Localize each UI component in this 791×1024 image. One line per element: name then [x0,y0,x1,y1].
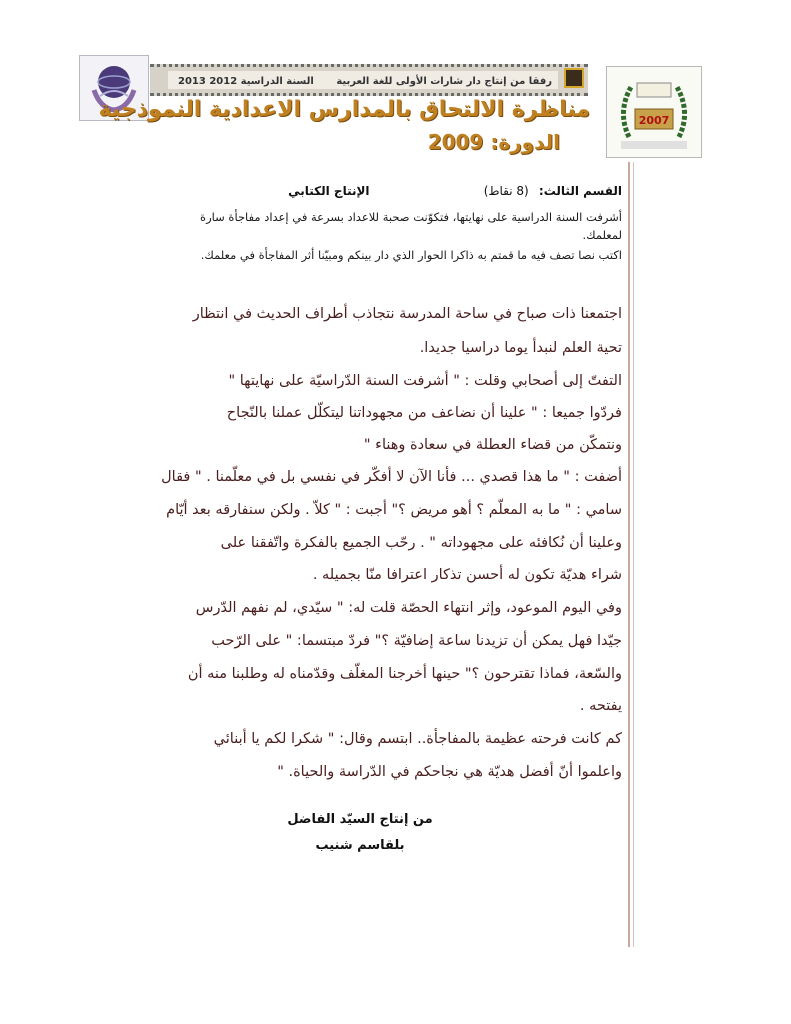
section-topic: الإنتاج الكتابي [288,184,370,198]
school-year-text: السنة الدراسية 2012 2013 [178,76,314,87]
laurel-emblem-icon [607,67,701,157]
margin-line [628,162,630,947]
prompt-line-1b: لمعلمك. [582,228,622,242]
exam-session: الدورة: 2009 [427,130,560,154]
essay-line: يفتحه . [579,698,622,714]
essay-line: وفي اليوم الموعود، وإثر انتهاء الحصّة قلت له: " سيّدي، لم نفهم الدّرس [195,600,622,616]
prompt-line-2: اكتب نصا تصف فيه ما قمتم به ذاكرا الحوار الذي دار بينكم ومبيّنا أثر المفاجأة في معلمك. [200,248,622,262]
essay-line: التفتّ إلى أصحابي وقلت : " أشرفت السنة الدّراسيّة على نهايتها " [228,373,622,389]
author-credit: من إنتاج السيّد الفاضل [287,812,433,827]
right-logo [606,66,702,158]
author-name: بلقاسم شنيب [315,838,405,853]
essay-line: أضفت : " ما هذا قصدي ... فأنا الآن لا أفكّر في نفسي بل في معلّمنا . " فقال [161,469,622,485]
section-points: (8 نقاط) [483,184,529,198]
essay-line: فردّوا جميعا : " علينا أن نضاعف من مجهوداتنا ليتكلّل عملنا بالنّجاح [226,405,622,421]
essay-line: والسّعة، فماذا تقترحون ؟" حينها أخرجنا المغلّف وقدّمناه له وطلبنا منه أن [187,666,622,682]
margin-line-inner [633,162,634,947]
essay-line: تحية العلم لنبدأ يوما دراسيا جديدا. [419,340,622,356]
essay-line: كم كانت فرحته عظيمة بالمفاجأة.. ابتسم وقال: " شكرا لكم يا أبنائي [213,731,622,747]
essay-line: اجتمعنا ذات صباح في ساحة المدرسة نتجاذب أطراف الحديث في انتظار [192,306,622,322]
book-icon [564,68,584,88]
exam-title: مناظرة الالتحاق بالمدارس الاعدادية النموذجية [98,97,590,122]
header-strip [150,64,588,96]
essay-line: جيّدا فهل يمكن أن تزيدنا ساعة إضافيّة ؟" فردّ مبتسما: " على الرّحب [211,633,622,649]
essay-line: وعلينا أن نُكافئه على مجهوداته " . رحّب الجميع بالفكرة واتّفقنا على [220,535,622,551]
essay-line: واعلموا أنّ أفضل هديّة هي نجاحكم في الدّراسة والحياة. " [277,764,622,780]
emblem-year: 2007 [638,114,670,127]
publisher-text: رفقا من إنتاج دار شارات الأولى للغة العربية [336,76,552,87]
header-strip-inner [168,71,558,89]
question-header [288,184,622,198]
section-label: القسم الثالث: [538,184,622,198]
essay-line: ونتمكّن من قضاء العطلة في سعادة وهناء " [363,437,622,453]
essay-line: سامي : " ما به المعلّم ؟ أهو مريض ؟" أجبت : " كلاّ . ولكن سنفارقه بعد أيّام [166,502,622,518]
prompt-line-1: أشرفت السنة الدراسية على نهايتها، فتكوّنت صحبة للاعداد بسرعة في إعداد مفاجأة سارة [200,210,622,224]
essay-line: شراء هديّة تكون له أحسن تذكار اعترافا منّا بجميله . [312,567,622,583]
